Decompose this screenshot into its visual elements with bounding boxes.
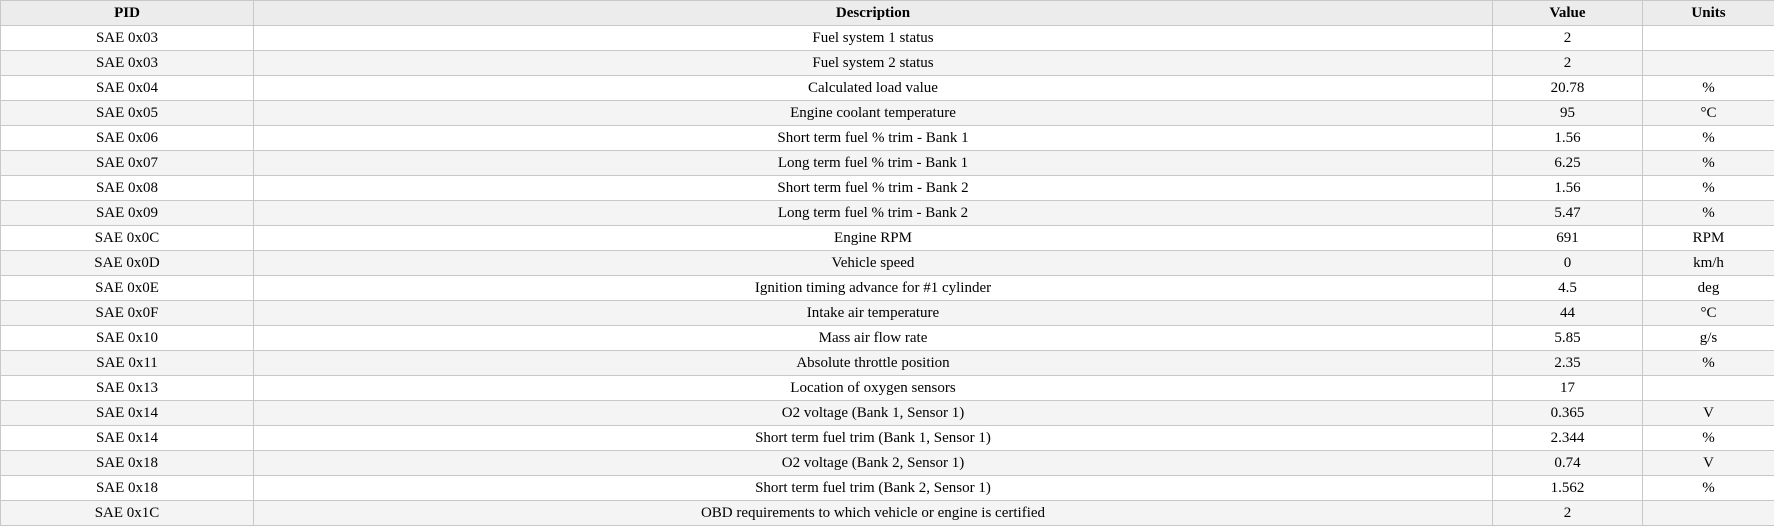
table-header <box>1 1 1774 26</box>
cell-description: Mass air flow rate <box>254 326 1493 351</box>
cell-pid: SAE 0x09 <box>1 201 254 226</box>
cell-value: 44 <box>1493 301 1643 326</box>
cell-description: OBD requirements to which vehicle or engine is certified <box>254 501 1493 526</box>
cell-units: % <box>1643 426 1774 451</box>
table-row <box>1 351 1774 376</box>
cell-value: 1.56 <box>1493 176 1643 201</box>
table-row <box>1 326 1774 351</box>
cell-units: deg <box>1643 276 1774 301</box>
cell-description: Engine RPM <box>254 226 1493 251</box>
cell-description: O2 voltage (Bank 2, Sensor 1) <box>254 451 1493 476</box>
cell-pid: SAE 0x06 <box>1 126 254 151</box>
table-row <box>1 301 1774 326</box>
cell-value: 0.365 <box>1493 401 1643 426</box>
cell-description: Short term fuel trim (Bank 2, Sensor 1) <box>254 476 1493 501</box>
cell-value: 1.562 <box>1493 476 1643 501</box>
table-row <box>1 76 1774 101</box>
cell-pid: SAE 0x18 <box>1 451 254 476</box>
cell-pid: SAE 0x0E <box>1 276 254 301</box>
table-row <box>1 476 1774 501</box>
cell-units: % <box>1643 201 1774 226</box>
cell-units <box>1643 501 1774 526</box>
cell-pid: SAE 0x13 <box>1 376 254 401</box>
table-row <box>1 176 1774 201</box>
cell-description: Short term fuel % trim - Bank 1 <box>254 126 1493 151</box>
cell-description: O2 voltage (Bank 1, Sensor 1) <box>254 401 1493 426</box>
cell-units: % <box>1643 476 1774 501</box>
cell-description: Ignition timing advance for #1 cylinder <box>254 276 1493 301</box>
cell-units: % <box>1643 126 1774 151</box>
cell-units: V <box>1643 401 1774 426</box>
cell-value: 5.47 <box>1493 201 1643 226</box>
table-row <box>1 151 1774 176</box>
cell-units: % <box>1643 76 1774 101</box>
cell-description: Fuel system 1 status <box>254 26 1493 51</box>
table-row <box>1 201 1774 226</box>
cell-value: 2 <box>1493 51 1643 76</box>
cell-pid: SAE 0x11 <box>1 351 254 376</box>
table-row <box>1 51 1774 76</box>
table-row <box>1 251 1774 276</box>
table-row <box>1 26 1774 51</box>
cell-units: °C <box>1643 301 1774 326</box>
cell-value: 1.56 <box>1493 126 1643 151</box>
cell-units: V <box>1643 451 1774 476</box>
cell-description: Long term fuel % trim - Bank 1 <box>254 151 1493 176</box>
cell-units <box>1643 26 1774 51</box>
cell-pid: SAE 0x0D <box>1 251 254 276</box>
cell-description: Short term fuel trim (Bank 1, Sensor 1) <box>254 426 1493 451</box>
table-row <box>1 226 1774 251</box>
cell-description: Intake air temperature <box>254 301 1493 326</box>
cell-value: 2.35 <box>1493 351 1643 376</box>
cell-value: 0 <box>1493 251 1643 276</box>
table-row <box>1 451 1774 476</box>
cell-units: % <box>1643 151 1774 176</box>
cell-value: 691 <box>1493 226 1643 251</box>
header-pid[interactable]: PID <box>1 1 254 26</box>
table-row <box>1 426 1774 451</box>
cell-value: 0.74 <box>1493 451 1643 476</box>
cell-description: Calculated load value <box>254 76 1493 101</box>
cell-pid: SAE 0x14 <box>1 401 254 426</box>
table-row <box>1 126 1774 151</box>
header-description[interactable]: Description <box>254 1 1493 26</box>
cell-pid: SAE 0x14 <box>1 426 254 451</box>
cell-pid: SAE 0x05 <box>1 101 254 126</box>
cell-description: Fuel system 2 status <box>254 51 1493 76</box>
cell-value: 2.344 <box>1493 426 1643 451</box>
header-units[interactable]: Units <box>1643 1 1774 26</box>
cell-description: Short term fuel % trim - Bank 2 <box>254 176 1493 201</box>
cell-units <box>1643 376 1774 401</box>
table-row <box>1 276 1774 301</box>
cell-pid: SAE 0x03 <box>1 26 254 51</box>
cell-value: 95 <box>1493 101 1643 126</box>
cell-units: % <box>1643 176 1774 201</box>
cell-pid: SAE 0x03 <box>1 51 254 76</box>
cell-value: 20.78 <box>1493 76 1643 101</box>
cell-pid: SAE 0x08 <box>1 176 254 201</box>
cell-units: km/h <box>1643 251 1774 276</box>
cell-pid: SAE 0x18 <box>1 476 254 501</box>
cell-value: 2 <box>1493 501 1643 526</box>
cell-pid: SAE 0x04 <box>1 76 254 101</box>
cell-pid: SAE 0x07 <box>1 151 254 176</box>
cell-value: 4.5 <box>1493 276 1643 301</box>
header-value[interactable]: Value <box>1493 1 1643 26</box>
cell-value: 2 <box>1493 26 1643 51</box>
cell-description: Location of oxygen sensors <box>254 376 1493 401</box>
cell-pid: SAE 0x0F <box>1 301 254 326</box>
header-row <box>1 1 1774 26</box>
table-row <box>1 401 1774 426</box>
cell-description: Long term fuel % trim - Bank 2 <box>254 201 1493 226</box>
cell-description: Absolute throttle position <box>254 351 1493 376</box>
cell-units: °C <box>1643 101 1774 126</box>
cell-units: g/s <box>1643 326 1774 351</box>
cell-description: Engine coolant temperature <box>254 101 1493 126</box>
table-row <box>1 101 1774 126</box>
cell-value: 5.85 <box>1493 326 1643 351</box>
cell-pid: SAE 0x0C <box>1 226 254 251</box>
cell-units <box>1643 51 1774 76</box>
table-row <box>1 376 1774 401</box>
cell-units: % <box>1643 351 1774 376</box>
table-body <box>1 26 1774 526</box>
cell-units: RPM <box>1643 226 1774 251</box>
cell-pid: SAE 0x10 <box>1 326 254 351</box>
cell-pid: SAE 0x1C <box>1 501 254 526</box>
cell-description: Vehicle speed <box>254 251 1493 276</box>
cell-value: 17 <box>1493 376 1643 401</box>
cell-value: 6.25 <box>1493 151 1643 176</box>
table-row <box>1 501 1774 526</box>
